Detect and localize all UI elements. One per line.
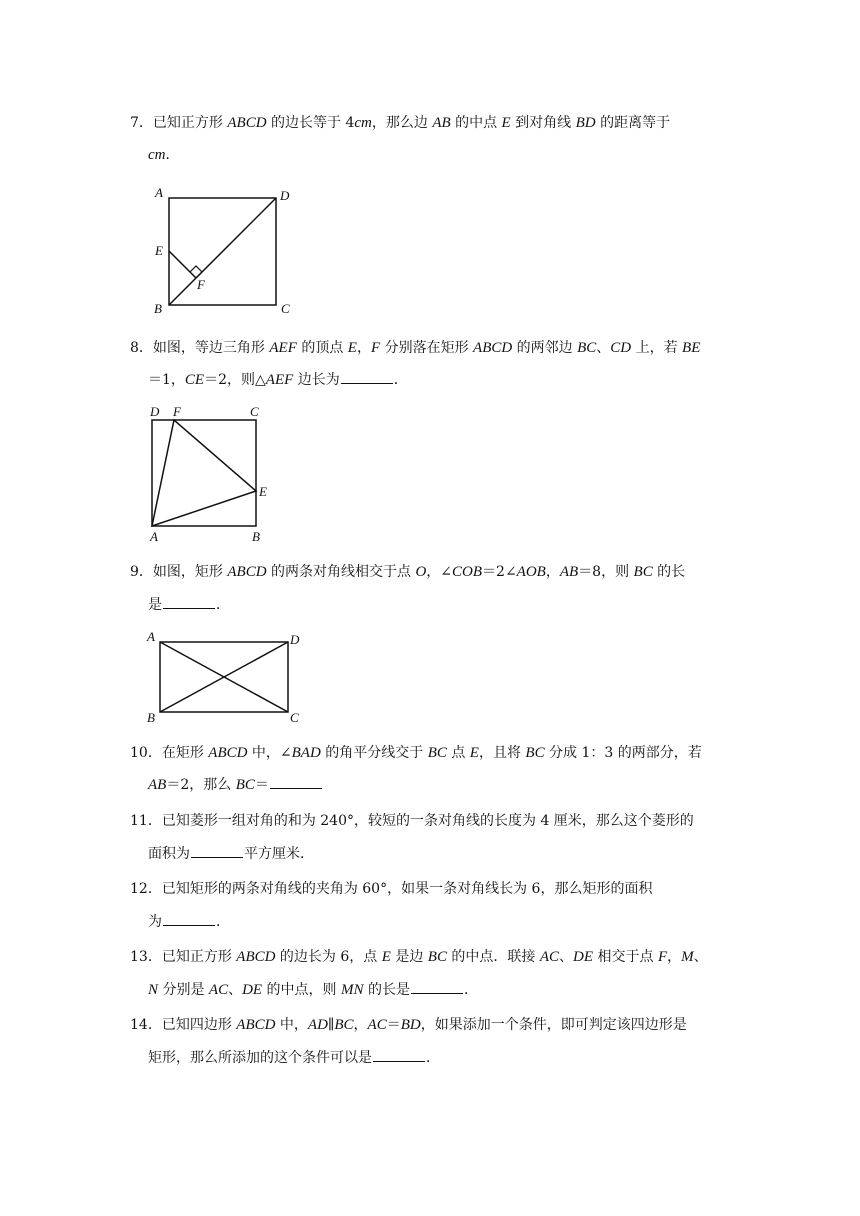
figure-q8-rectangle bbox=[142, 400, 282, 545]
triangle-aef bbox=[152, 420, 256, 526]
question-9-line-1: 9．如图，矩形 ABCD 的两条对角线相交于点 O，∠COB＝2∠AOB，AB＝8，则 BC 的长 bbox=[130, 564, 686, 580]
question-12-line-1: 12．已知矩形的两条对角线的夹角为 60°，如果一条对角线长为 6，那么矩形的面积 bbox=[130, 881, 653, 897]
question-11-line-1: 11．已知菱形一组对角的和为 240°，较短的一条对角线的长度为 4 厘米，那么这个菱形的 bbox=[130, 813, 694, 829]
rectangle-abcd bbox=[152, 420, 256, 526]
question-9-line-2: 是 ． bbox=[148, 597, 230, 613]
answer-blank[interactable] bbox=[373, 1049, 425, 1062]
answer-blank[interactable] bbox=[411, 981, 463, 994]
label-b: B bbox=[252, 529, 260, 544]
question-number: 9． bbox=[130, 564, 153, 580]
figure-q9-rectangle bbox=[142, 626, 312, 726]
question-8-line-2: ＝1，CE＝2，则△AEF 边长为 ． bbox=[148, 372, 408, 388]
question-number: 11． bbox=[130, 813, 162, 829]
label-a: A bbox=[155, 185, 163, 200]
label-c: C bbox=[281, 301, 290, 316]
label-d: D bbox=[150, 404, 160, 419]
question-7-line-2: cm． bbox=[148, 147, 180, 163]
question-number: 8． bbox=[130, 340, 153, 356]
question-13-line-1: 13．已知正方形 ABCD 的边长为 6，点 E 是边 BC 的中点．联接 AC、DE 相交于点 F，M、 bbox=[130, 949, 708, 965]
label-b: B bbox=[147, 710, 155, 725]
question-13-line-2: N 分别是 AC、DE 的中点，则 MN 的长是 ． bbox=[148, 982, 478, 998]
label-a: A bbox=[150, 529, 158, 544]
question-7-line-1: 7．已知正方形 ABCD 的边长等于 4cm，那么边 AB 的中点 E 到对角线 BD 的距离等于 bbox=[130, 115, 671, 131]
question-number: 13． bbox=[130, 949, 162, 965]
question-8-line-1: 8．如图，等边三角形 AEF 的顶点 E，F 分别落在矩形 ABCD 的两邻边 BC、CD 上，若 BE bbox=[130, 340, 701, 356]
answer-blank[interactable] bbox=[163, 596, 215, 609]
answer-blank[interactable] bbox=[191, 845, 243, 858]
label-c: C bbox=[290, 710, 299, 725]
question-14-line-1: 14．已知四边形 ABCD 中，AD∥BC，AC＝BD，如果添加一个条件，即可判定该四边形是 bbox=[130, 1017, 687, 1033]
label-c: C bbox=[250, 404, 259, 419]
label-d: D bbox=[290, 632, 300, 647]
question-number: 12． bbox=[130, 881, 162, 897]
question-10-line-1: 10．在矩形 ABCD 中，∠BAD 的角平分线交于 BC 点 E，且将 BC 分成 1：3 的两部分，若 bbox=[130, 745, 702, 761]
label-b: B bbox=[154, 301, 162, 316]
label-e: E bbox=[259, 484, 267, 499]
label-f: F bbox=[173, 404, 181, 419]
answer-blank[interactable] bbox=[270, 776, 322, 789]
figure-q7-square bbox=[150, 184, 300, 319]
question-10-line-2: AB＝2，那么 BC＝ bbox=[148, 776, 323, 794]
question-number: 14． bbox=[130, 1017, 162, 1033]
question-11-line-2: 面积为 平方厘米． bbox=[148, 846, 314, 862]
segment-ef bbox=[169, 251, 196, 278]
label-e: E bbox=[155, 243, 163, 258]
label-d: D bbox=[280, 188, 290, 203]
question-number: 7． bbox=[130, 115, 153, 131]
label-a: A bbox=[147, 629, 155, 644]
diagonal-bd bbox=[169, 198, 276, 305]
label-f: F bbox=[197, 277, 205, 292]
question-number: 10． bbox=[130, 745, 162, 761]
answer-blank[interactable] bbox=[341, 371, 393, 384]
question-12-line-2: 为 ． bbox=[148, 914, 230, 930]
answer-blank[interactable] bbox=[163, 913, 215, 926]
question-14-line-2: 矩形，那么所添加的这个条件可以是 ． bbox=[148, 1050, 440, 1066]
